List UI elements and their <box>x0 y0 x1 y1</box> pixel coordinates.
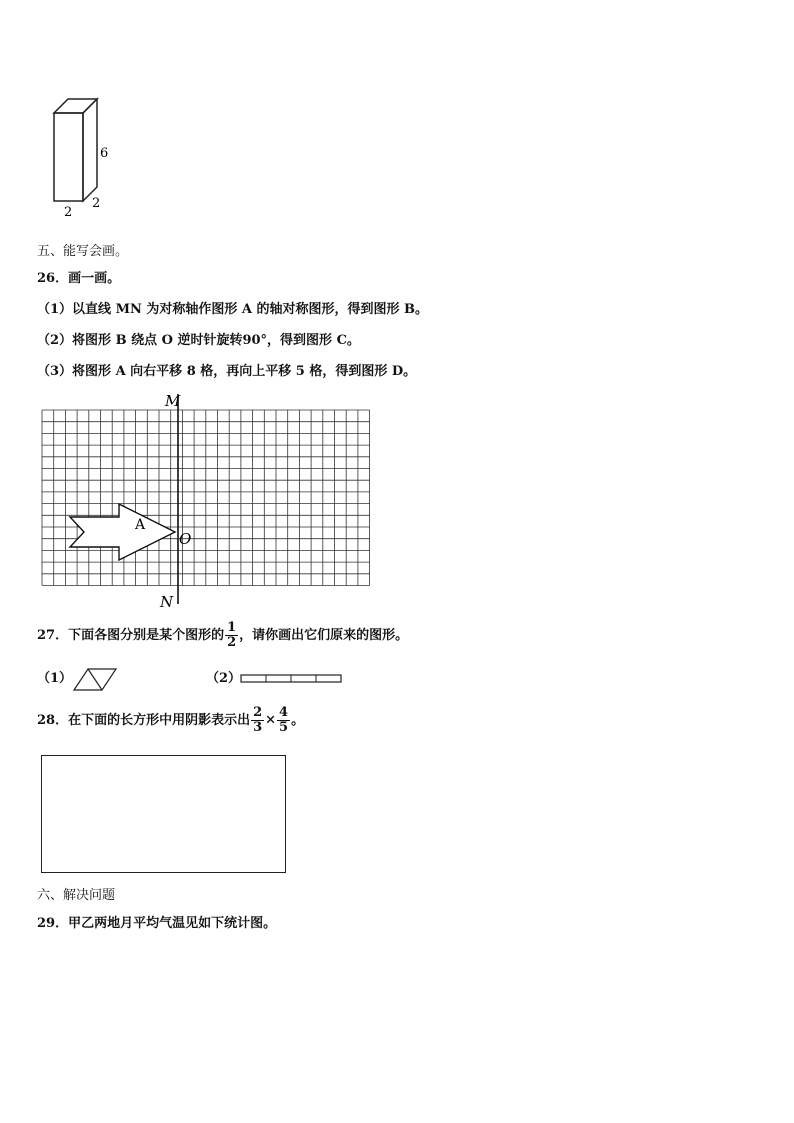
q28-rectangle[interactable] <box>41 755 286 873</box>
prism-front-face <box>54 113 83 201</box>
q28-times: × <box>265 712 277 728</box>
grid-lines <box>42 410 370 586</box>
label-a: A <box>135 517 146 533</box>
q27-line <box>37 621 408 650</box>
q27-half-strip[interactable] <box>240 673 344 685</box>
label-o: O <box>179 530 192 548</box>
prism-figure <box>40 90 130 225</box>
section5-title: 五、能写会画。 <box>37 244 129 259</box>
label-n: N <box>160 593 174 610</box>
transformation-grid[interactable] <box>38 392 380 610</box>
q27-suffix: ，请你画出它们原来的图形。 <box>239 628 409 643</box>
q28-fraction-2 <box>277 706 290 735</box>
prism-width-label: 2 <box>64 205 73 220</box>
q28-frac1-num: 2 <box>253 705 263 720</box>
q29-title: 29．甲乙两地月平均气温见如下统计图。 <box>37 916 277 931</box>
q26-title: 26．画一画。 <box>37 271 121 286</box>
q27-half-parallelogram[interactable] <box>72 667 120 693</box>
label-m: M <box>165 392 181 410</box>
section6-title: 六、解决问题 <box>37 888 116 903</box>
q26-item-2: （2）将图形 B 绕点 O 逆时针旋转90°，得到图形 C。 <box>37 333 360 348</box>
q26-item-1: （1）以直线 MN 为对称轴作图形 A 的轴对称图形，得到图形 B。 <box>37 302 429 317</box>
q28-suffix: 。 <box>291 713 305 728</box>
q28-line <box>37 706 304 735</box>
q28-frac1-den: 3 <box>253 720 263 735</box>
q27-sub2-label: （2） <box>206 671 242 686</box>
q28-prefix: 28．在下面的长方形中用阴影表示出 <box>37 713 251 728</box>
q28-frac2-num: 4 <box>279 705 289 720</box>
q28-fraction-1 <box>251 706 264 735</box>
q28-frac2-den: 5 <box>279 720 289 735</box>
q26-item-3: （3）将图形 A 向右平移 8 格，再向上平移 5 格，得到图形 D。 <box>37 364 417 379</box>
q27-frac-den: 2 <box>227 635 237 650</box>
q27-fraction <box>225 621 238 650</box>
q27-sub1-label: （1） <box>37 671 73 686</box>
prism-side-face <box>83 99 97 201</box>
prism-depth-label: 2 <box>92 196 101 211</box>
q27-frac-num: 1 <box>227 620 237 635</box>
prism-height-label: 6 <box>100 146 109 161</box>
q27-prefix: 27．下面各图分别是某个图形的 <box>37 628 225 643</box>
